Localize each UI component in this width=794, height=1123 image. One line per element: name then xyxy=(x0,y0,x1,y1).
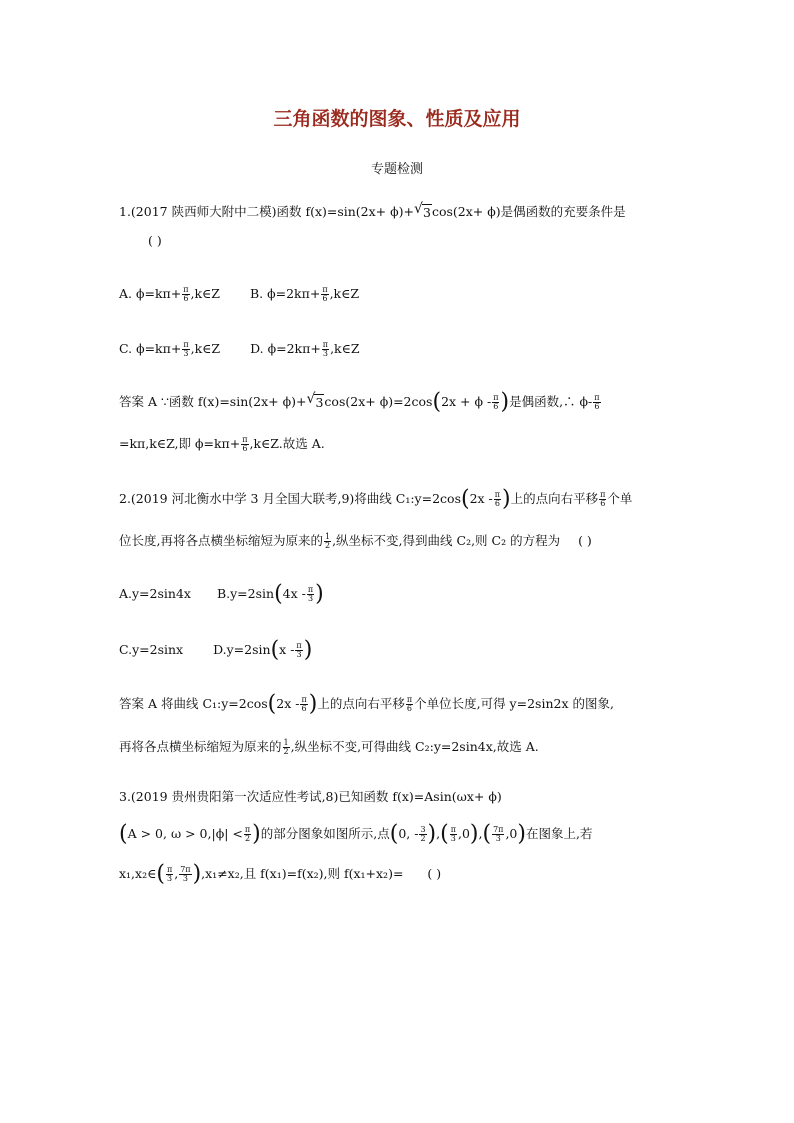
q1-ans-text-c: 2x + ϕ - xyxy=(441,394,492,409)
q1-opt-c-den: 3 xyxy=(183,349,189,358)
q1-options-ab xyxy=(119,284,359,304)
q2-opt-d-pre: D.y=2sin xyxy=(213,642,271,657)
q1-stem-text-a: 1.(2017 陕西师大附中二模)函数 f(x)=sin(2x+ ϕ)+ xyxy=(119,204,415,219)
q3-line2-den: 2 xyxy=(244,834,251,843)
q2-ans2-num: 1 xyxy=(283,738,289,747)
q2-opt-d-in: x - xyxy=(279,642,295,657)
q2-answer-line1: 答案 A 将曲线 C₁:y=2cos(2x - $\frac{\pi}{6}$ )上的点向右平移 $\frac{\pi}{6}$ 个单位长度,可得 y=2sin2x 的图象, xyxy=(119,691,614,717)
q1-opt-b-den: 6 xyxy=(322,294,328,303)
q1-ans2-text-b: ,k∈Z.故选 A. xyxy=(249,436,325,451)
q2-ans2-text-a: 再将各点横坐标缩短为原来的 xyxy=(119,739,282,754)
q2-stem-text-a: 2.(2019 河北衡水中学 3 月全国大联考,9)将曲线 C₁:y=2cos xyxy=(119,491,461,506)
q2-options-cd: C.y=2sinx D.y=2sin(x - $\frac{\pi}{3}$ ) xyxy=(119,637,313,663)
q2-stem-frac2 xyxy=(599,491,606,508)
q3-pt2-num: π xyxy=(450,825,456,834)
q1-ans-text-b: cos(2x+ ϕ)=2cos xyxy=(324,394,433,409)
q2-opt-b-num: π xyxy=(307,585,314,594)
q1-ans2-frac xyxy=(241,436,248,453)
q1-ans-num1: π xyxy=(493,393,499,402)
q1-opt-a-num: π xyxy=(183,285,189,294)
q1-ans2-num: π xyxy=(242,435,248,444)
q1-ans-sqrt: √ 3 xyxy=(306,390,324,410)
q1-opt-d-num: π xyxy=(322,340,329,349)
q1-ans2-text-a: =kπ,k∈Z,即 ϕ=kπ+ xyxy=(119,436,241,451)
q2-ans-den2: 6 xyxy=(406,704,413,713)
q3-int-frac1 xyxy=(166,866,173,883)
q2-ans-in: 2x - xyxy=(276,696,300,711)
q1-opt-d-frac xyxy=(322,341,329,358)
q3-pt1-a: 0, - xyxy=(398,826,419,841)
q2-den1: 6 xyxy=(494,499,500,508)
q1-stem-text-b: cos(2x+ ϕ)是偶函数的充要条件是 xyxy=(431,204,626,219)
q2-stem-text-c: 上的点向右平移 xyxy=(510,491,599,506)
q2-ans-den1: 6 xyxy=(301,704,307,713)
q2-stem-text-b: 2x - xyxy=(469,491,493,506)
q1-opt-c-num: π xyxy=(183,340,189,349)
q3-line2-frac xyxy=(244,826,251,843)
q1-ans-text-d: 是偶函数,∴ ϕ- xyxy=(509,394,593,409)
q2-stem-text-d: 个单 xyxy=(607,491,633,506)
q2-stem-line1: 2.(2019 河北衡水中学 3 月全国大联考,9)将曲线 C₁:y=2cos(2x - $\frac{\pi}{6}$ )上的点向右平移 $\frac{\pi}{6}$ 个单 xyxy=(119,486,633,512)
page-subtitle: 专题检测 xyxy=(370,162,423,177)
q2-den2: 6 xyxy=(600,499,606,508)
q2-stem-frac1 xyxy=(494,491,501,508)
q1-ans-sqrt-arg: 3 xyxy=(315,394,324,410)
q2-ans-num2: π xyxy=(406,695,413,704)
q2-ans-frac1 xyxy=(300,696,307,713)
q1-ans-text-a: 答案 A ∵函数 f(x)=sin(2x+ ϕ)+ xyxy=(119,394,307,409)
q2-ans2-frac xyxy=(283,739,290,756)
q1-answer-paren: ( ) xyxy=(148,233,162,248)
q1-opt-b-num: π xyxy=(322,285,328,294)
page-title: 三角函数的图象、性质及应用 xyxy=(273,108,521,130)
q2-opt-d-den: 3 xyxy=(296,650,302,659)
q2-half-frac xyxy=(324,533,331,550)
q2-line2-text-b: ,纵坐标不变,得到曲线 C₂,则 C₂ 的方程为 xyxy=(332,533,561,548)
q3-pt3-frac xyxy=(492,826,504,843)
q1-sqrt-arg: 3 xyxy=(423,204,431,220)
q2-opt-b-in: 4x - xyxy=(282,586,306,601)
q1-options-cd xyxy=(119,339,360,359)
q2-opt-b-frac xyxy=(307,586,314,603)
q1-sqrt: √ 3 xyxy=(414,200,431,220)
q2-answer-line2 xyxy=(119,737,539,757)
q1-opt-a-den: 6 xyxy=(183,294,189,303)
q1-ans-frac2 xyxy=(593,394,600,411)
q1-opt-a-post: ,k∈Z xyxy=(190,286,220,301)
q3-line3-text-b: ,x₁≠x₂,且 f(x₁)=f(x₂),则 f(x₁+x₂)= xyxy=(201,866,404,881)
q2-ans2-text-b: ,纵坐标不变,可得曲线 C₂:y=2sin4x,故选 A. xyxy=(290,739,539,754)
q2-ans-text-b: 上的点向右平移 xyxy=(317,696,405,711)
q1-opt-d-pre: D. ϕ=2kπ+ xyxy=(250,341,321,356)
q3-pt1-num: 3 xyxy=(420,825,426,834)
q3-answer-paren: ( ) xyxy=(427,866,442,881)
q3-pt2-b: ,0 xyxy=(457,826,470,841)
q1-opt-c-frac xyxy=(182,341,189,358)
q1-ans-num2: π xyxy=(594,393,600,402)
q2-num1: π xyxy=(494,490,501,499)
q2-opt-a: A.y=2sin4x xyxy=(119,586,191,601)
q3-pt3-den: 3 xyxy=(495,834,501,843)
q1-stem xyxy=(119,202,626,223)
q3-line3-text-a: x₁,x₂∈ xyxy=(119,866,157,881)
q1-ans-frac1 xyxy=(492,394,499,411)
q3-pt1-frac xyxy=(419,826,426,843)
q3-int-mid: , xyxy=(174,866,179,881)
q2-ans-frac2 xyxy=(406,696,413,713)
q2-half-num: 1 xyxy=(324,532,331,541)
q3-line2-text-b: 的部分图象如图所示,点 xyxy=(260,826,390,841)
q2-opt-c: C.y=2sinx xyxy=(119,642,184,657)
q2-options-ab: A.y=2sin4x B.y=2sin(4x - $\frac{\pi}{3}$ ) xyxy=(119,581,324,607)
q3-pt1-den: 2 xyxy=(420,834,426,843)
q3-int-num1: π xyxy=(166,865,173,874)
q1-opt-c-pre: C. ϕ=kπ+ xyxy=(119,341,182,356)
q3-int-frac2 xyxy=(179,866,191,883)
q1-opt-a-pre: A. ϕ=kπ+ xyxy=(119,286,182,301)
q3-int-den2: 3 xyxy=(182,874,188,883)
q2-ans-text-a: 答案 A 将曲线 C₁:y=2cos xyxy=(119,696,268,711)
q1-opt-b-frac xyxy=(321,286,328,303)
q2-ans2-den: 2 xyxy=(283,747,289,756)
q1-opt-b-post: ,k∈Z xyxy=(329,286,360,301)
q1-opt-c-post: ,k∈Z xyxy=(190,341,221,356)
q2-opt-d-frac xyxy=(295,642,302,659)
q2-line2-text-a: 位长度,再将各点横坐标缩短为原来的 xyxy=(119,533,323,548)
q1-ans-den1: 6 xyxy=(493,402,499,411)
q3-int-num2: 7π xyxy=(180,865,191,874)
q2-opt-b-den: 3 xyxy=(307,594,314,603)
q3-int-den1: 3 xyxy=(167,874,173,883)
q1-ans2-den: 6 xyxy=(242,444,248,453)
q2-ans-text-c: 个单位长度,可得 y=2sin2x 的图象, xyxy=(414,696,614,711)
q3-stem-line1: 3.(2019 贵州贵阳第一次适应性考试,8)已知函数 f(x)=Asin(ωx+ ϕ) xyxy=(119,789,502,804)
q3-pt2-den: 3 xyxy=(450,834,456,843)
q1-answer-line1: 答案 A ∵函数 f(x)=sin(2x+ ϕ)+ √ 3cos(2x+ ϕ)=2cos(2x + ϕ - $\frac{\pi}{6}$ )是偶函数,∴ ϕ- $\frac{\pi}{6}$ xyxy=(119,389,600,415)
q2-half-den: 2 xyxy=(324,541,331,550)
q1-opt-d-den: 3 xyxy=(322,349,328,358)
q3-line2-text-c: 在图象上,若 xyxy=(525,826,593,841)
q3-line2-num: π xyxy=(244,825,251,834)
q3-stem-line2: (A > 0, ω > 0,|ϕ| < $\frac{\pi}{2}$ )的部分图象如图所示,点(0, - $\frac{3}{2}$ ),( $\frac{\pi}{3}$ ,0),( $\frac{7\pi}{3}$ ,0)在图象上,若 xyxy=(119,821,593,847)
q2-num2: π xyxy=(600,490,606,499)
q1-ans-den2: 6 xyxy=(594,402,600,411)
q3-pt3-num: 7π xyxy=(493,825,504,834)
q1-opt-a-frac xyxy=(182,286,189,303)
q3-stem-line3: x₁,x₂∈( $\frac{\pi}{3}$ , $\frac{7\pi}{3}$ ),x₁≠x₂,且 f(x₁)=f(x₂),则 f(x₁+x₂)= ( ) xyxy=(119,861,442,887)
q1-opt-d-post: ,k∈Z xyxy=(330,341,360,356)
q3-pt2-frac xyxy=(450,826,457,843)
q2-opt-d-num: π xyxy=(296,641,302,650)
q2-stem-line2 xyxy=(119,531,592,551)
q1-answer-line2 xyxy=(119,434,325,454)
q2-ans-num1: π xyxy=(301,695,307,704)
q2-opt-b-pre: B.y=2sin xyxy=(216,586,275,601)
q3-pt3-b: ,0 xyxy=(505,826,518,841)
q1-opt-b-pre: B. ϕ=2kπ+ xyxy=(249,286,321,301)
q2-answer-paren: ( ) xyxy=(578,533,592,548)
q3-line2-text-a: A > 0, ω > 0,|ϕ| < xyxy=(127,826,243,841)
